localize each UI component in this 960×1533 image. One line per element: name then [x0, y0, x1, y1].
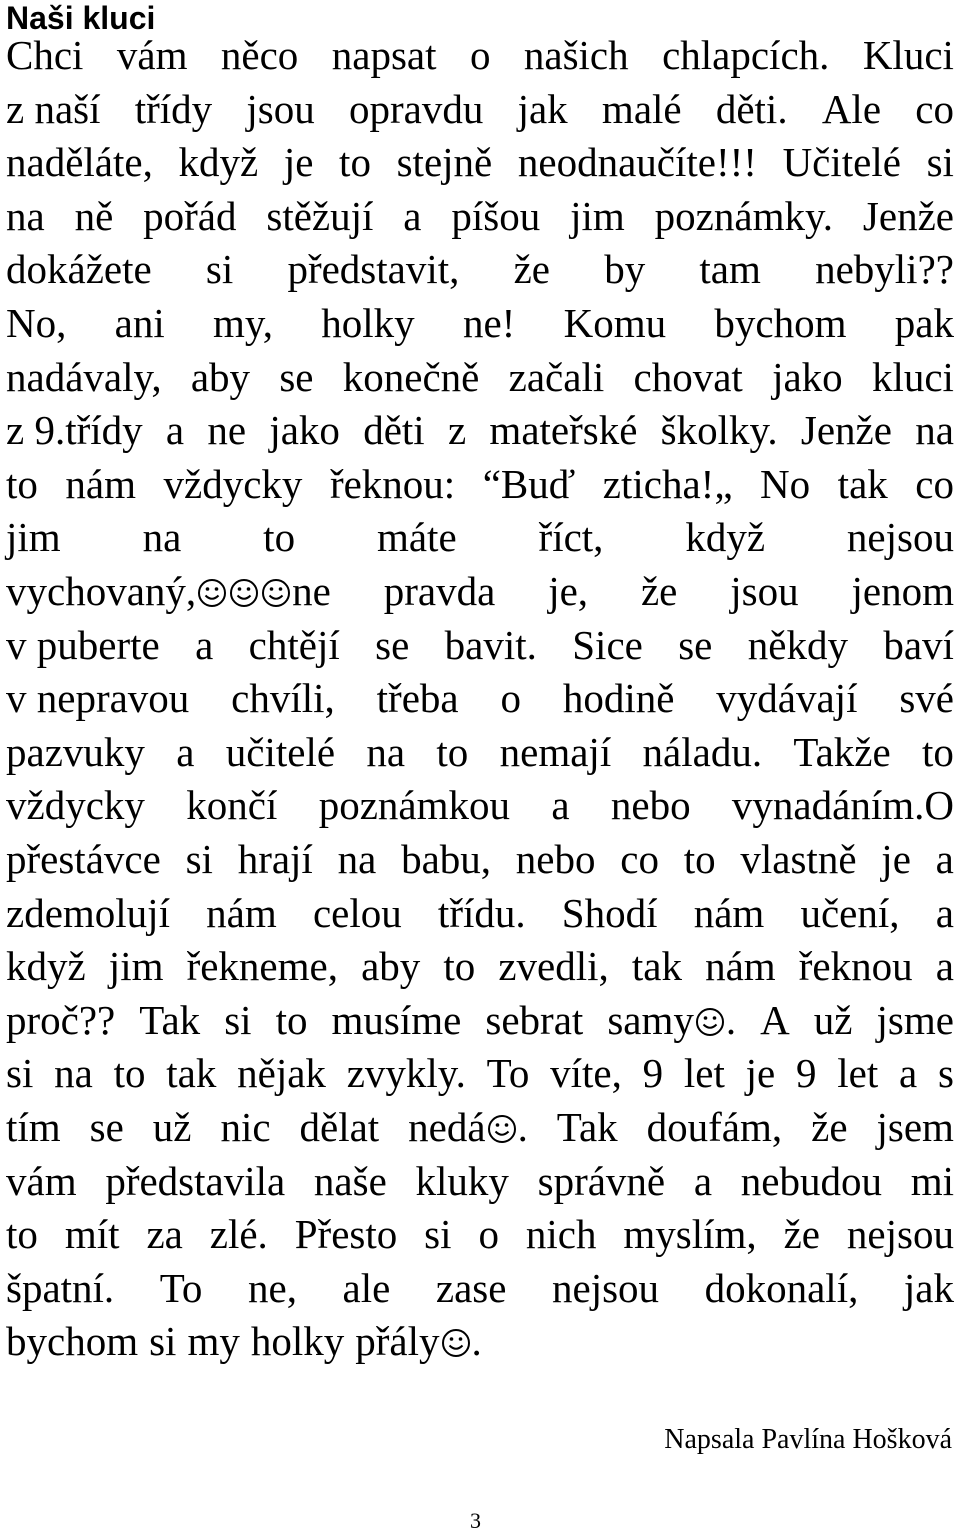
word: třeba	[376, 675, 459, 722]
word: To	[486, 1050, 530, 1097]
word: už	[813, 996, 853, 1043]
word: vám	[6, 1157, 77, 1204]
word: aby	[190, 353, 251, 400]
text-line	[6, 1263, 954, 1313]
word: myslím,	[623, 1211, 757, 1258]
word: nějak	[237, 1050, 326, 1097]
text-line	[6, 673, 954, 723]
word: je	[881, 836, 911, 882]
text-line	[6, 405, 954, 455]
word: si	[205, 246, 234, 293]
word: že	[640, 568, 678, 614]
word: Jenže	[800, 407, 892, 454]
word: je	[745, 1050, 776, 1097]
word: nebo	[610, 782, 691, 829]
word: “Buď	[482, 460, 576, 507]
word: holky	[321, 300, 415, 346]
word: bychom	[6, 1318, 139, 1365]
word: pak	[894, 300, 954, 346]
word: babu,	[401, 836, 492, 882]
word: zticha!„	[602, 460, 733, 507]
word: a	[898, 1050, 918, 1097]
word: nám	[65, 460, 137, 507]
word: co	[915, 460, 954, 507]
word: si	[424, 1211, 452, 1258]
word: a	[551, 782, 570, 829]
text-line	[6, 459, 954, 509]
word: se	[279, 353, 314, 400]
smiley-face-icon	[261, 578, 291, 608]
word: si	[224, 996, 252, 1043]
word: napsat	[331, 32, 437, 78]
text-line	[6, 1209, 954, 1259]
word: že	[811, 1104, 848, 1150]
word: někdy	[747, 621, 848, 668]
word: aby	[361, 943, 421, 990]
word: malé	[601, 85, 682, 132]
word: špatní.	[6, 1264, 115, 1311]
word: jsem	[876, 1104, 954, 1150]
word: chtějí	[248, 621, 340, 668]
text-line	[6, 84, 954, 134]
word: poznámky.	[654, 192, 834, 239]
word: konečně	[342, 353, 480, 400]
word: jim	[108, 943, 164, 990]
text-line	[6, 1102, 954, 1152]
word: 9	[642, 1050, 664, 1097]
document-title: Naši kluci	[6, 0, 156, 36]
word: na	[337, 836, 377, 882]
word: stěžují	[266, 192, 374, 239]
word: a	[935, 943, 954, 990]
word: No	[760, 460, 811, 507]
word: co	[620, 836, 659, 882]
word: stejně	[396, 139, 493, 186]
word: si	[926, 139, 954, 186]
word: začali	[508, 353, 605, 400]
word: ani	[114, 300, 165, 346]
word: v nepravou	[6, 675, 190, 722]
smiley-face-icon	[229, 578, 259, 608]
word: hrají	[237, 836, 313, 882]
word: to	[113, 1050, 146, 1097]
word: poznámkou	[318, 782, 510, 829]
word: školky.	[660, 407, 778, 454]
word: to	[263, 514, 296, 561]
text-line	[6, 941, 954, 991]
word: co	[915, 85, 954, 132]
word: tak	[166, 1050, 217, 1097]
word: když	[178, 139, 259, 186]
word: vynadáním.O	[731, 782, 954, 829]
word: řeknou:	[329, 460, 456, 507]
text-line	[6, 620, 954, 670]
smiley-face-icon	[441, 1328, 471, 1358]
word: to	[339, 139, 371, 186]
text-line	[6, 1316, 954, 1366]
smiley-face-icon	[197, 578, 227, 608]
word: jak	[903, 1264, 954, 1311]
word: víte,	[550, 1050, 622, 1097]
word: končí	[186, 782, 278, 829]
word: a	[693, 1157, 713, 1204]
word: z	[447, 407, 467, 454]
word: dokonalí,	[704, 1264, 859, 1311]
word: se	[89, 1104, 124, 1150]
word: píšou	[451, 192, 541, 239]
word: ně	[74, 192, 114, 239]
word: bychom	[714, 300, 847, 346]
word: jak	[517, 85, 568, 132]
text-line	[6, 1156, 954, 1206]
word: si	[6, 1050, 34, 1097]
word: Učitelé	[782, 139, 901, 186]
word: nich	[525, 1211, 597, 1258]
word: děti.	[715, 85, 788, 132]
word: tam	[699, 246, 761, 293]
word: No,	[6, 300, 67, 346]
word: na	[142, 514, 182, 561]
page-number: 3	[470, 1508, 481, 1533]
text-line	[6, 834, 954, 884]
word: děti	[363, 407, 425, 454]
word: Shodí	[561, 889, 658, 936]
word: chlapcích.	[662, 32, 830, 78]
word: naše	[313, 1157, 387, 1204]
word: přestávce	[6, 836, 161, 882]
word: vždycky	[6, 782, 145, 829]
word: nám	[206, 889, 277, 936]
word: Komu	[563, 300, 667, 346]
word: Takže	[793, 728, 891, 775]
word: a	[935, 889, 954, 936]
word: na	[915, 407, 954, 454]
word: my,	[213, 300, 273, 346]
word: nejsou	[552, 1264, 660, 1311]
smiley-face-icon	[695, 1007, 725, 1037]
word: za	[146, 1211, 183, 1258]
word: zlé.	[209, 1211, 268, 1258]
word: říct,	[538, 514, 604, 561]
word: vždycky	[163, 460, 303, 507]
word: jsou	[246, 85, 315, 132]
word: když	[685, 514, 766, 561]
word: to	[443, 943, 476, 990]
word: vám	[116, 32, 188, 78]
word: Přesto	[294, 1211, 398, 1258]
word: představila	[105, 1157, 286, 1204]
word: už	[152, 1104, 192, 1150]
word: musíme	[331, 996, 462, 1043]
text-line	[6, 298, 954, 348]
word: tak	[837, 460, 888, 507]
word: zvykly.	[346, 1050, 466, 1097]
word: jako	[269, 407, 340, 454]
word: jsou	[730, 568, 799, 614]
word: nebudou	[740, 1157, 882, 1204]
word: celou	[312, 889, 402, 936]
word: o	[478, 1211, 499, 1258]
word: přály .	[355, 1318, 482, 1365]
word: Kluci	[862, 32, 954, 78]
word: ale	[342, 1264, 391, 1311]
word: něco	[220, 32, 299, 78]
word: své	[899, 675, 954, 722]
word: pořád	[143, 192, 237, 239]
text-line	[6, 137, 954, 187]
word: chovat	[633, 353, 743, 400]
word: a	[403, 192, 422, 239]
word: nejsou	[846, 1211, 954, 1258]
word: z naší	[6, 85, 101, 132]
word: v puberte	[6, 621, 160, 668]
word: tak	[631, 943, 682, 990]
word: baví	[883, 621, 954, 668]
word: to	[683, 836, 716, 882]
word: když	[6, 943, 86, 990]
word: ne!	[462, 300, 516, 346]
word: z 9.třídy	[6, 407, 143, 454]
word: náladu.	[642, 728, 763, 775]
word: na	[366, 728, 406, 775]
word: ne,	[248, 1264, 297, 1311]
word: to	[275, 996, 308, 1043]
word: nemají	[499, 728, 612, 775]
word: hodině	[562, 675, 675, 722]
word: třídy	[134, 85, 213, 132]
word: jako	[772, 353, 843, 400]
text-line	[6, 244, 954, 294]
word: jsme	[876, 996, 954, 1043]
word: nadávaly,	[6, 353, 162, 400]
word: vychovaný, ne	[6, 568, 331, 614]
text-line	[6, 191, 954, 241]
word: si	[185, 836, 213, 882]
word: Chci	[6, 32, 84, 78]
word: na	[54, 1050, 93, 1097]
word: nám	[693, 889, 765, 936]
word: Sice	[572, 621, 643, 668]
word: Tak	[139, 996, 201, 1043]
word: to	[6, 460, 38, 507]
text-line	[6, 995, 954, 1045]
word: se	[678, 621, 713, 668]
word: ne	[207, 407, 247, 454]
word: že	[513, 246, 550, 293]
word: naděláte,	[6, 139, 153, 186]
word: let	[683, 1050, 725, 1097]
word: pazvuky	[6, 728, 145, 775]
author-signature: Napsala Pavlína Hošková	[664, 1424, 952, 1455]
word: tím	[6, 1104, 61, 1150]
word: zase	[435, 1264, 507, 1311]
word: let	[837, 1050, 879, 1097]
word: a	[176, 728, 195, 775]
word: samy .	[607, 996, 737, 1043]
text-line	[6, 1048, 954, 1098]
word: řeknou	[798, 943, 913, 990]
word: učení,	[800, 889, 900, 936]
word: opravdu	[349, 85, 484, 132]
word: sebrat	[485, 996, 584, 1043]
text-line	[6, 780, 954, 830]
word: 9	[795, 1050, 817, 1097]
word: doufám,	[646, 1104, 783, 1150]
text-line	[6, 30, 954, 80]
word: nebyli??	[815, 246, 954, 293]
word: nám	[705, 943, 776, 990]
word: a	[165, 407, 185, 454]
word: mi	[910, 1157, 954, 1204]
word: se	[375, 621, 410, 668]
word: mateřské	[489, 407, 638, 454]
word: našich	[523, 32, 629, 78]
smiley-face-icon	[487, 1114, 517, 1144]
word: je	[283, 139, 314, 186]
word: nebo	[515, 836, 596, 882]
word: správně	[537, 1157, 666, 1204]
word: Ale	[821, 85, 882, 132]
word: máte	[376, 514, 457, 561]
word: by	[604, 246, 646, 293]
word: pravda	[383, 568, 496, 614]
word: nic	[220, 1104, 271, 1150]
word: to	[436, 728, 469, 775]
word: vlastně	[740, 836, 857, 882]
word: si	[149, 1318, 177, 1365]
text-line	[6, 888, 954, 938]
word: učitelé	[225, 728, 336, 775]
text-line	[6, 566, 954, 616]
word: to	[922, 728, 954, 775]
word: nejsou	[846, 514, 954, 561]
word: řekneme,	[186, 943, 338, 990]
word: nedá .	[408, 1104, 528, 1150]
word: kluci	[871, 353, 954, 400]
word: my	[187, 1318, 240, 1365]
word: proč??	[6, 996, 116, 1043]
word: a	[195, 621, 214, 668]
word: kluky	[415, 1157, 509, 1204]
text-line	[6, 352, 954, 402]
word: holky	[250, 1318, 345, 1365]
word: dokážete	[6, 246, 152, 293]
word: mít	[64, 1211, 120, 1258]
word: že	[783, 1211, 820, 1258]
word: zvedli,	[498, 943, 609, 990]
word: a	[935, 836, 954, 882]
word: zdemolují	[6, 889, 170, 936]
word: A	[760, 996, 790, 1043]
word: s	[937, 1050, 954, 1097]
text-line	[6, 727, 954, 777]
word: na	[6, 192, 45, 239]
word: je,	[548, 568, 589, 614]
word: představit,	[287, 246, 460, 293]
word: o	[469, 32, 491, 78]
word: jim	[570, 192, 625, 239]
word: bavit.	[444, 621, 537, 668]
word: dělat	[299, 1104, 380, 1150]
word: o	[500, 675, 521, 722]
word: chvíli,	[231, 675, 335, 722]
word: neodnaučíte!!!	[517, 139, 757, 186]
word: jenom	[851, 568, 954, 614]
text-line	[6, 512, 954, 562]
word: vydávají	[716, 675, 858, 722]
word: Jenže	[862, 192, 954, 239]
word: jim	[6, 514, 61, 561]
word: Tak	[556, 1104, 618, 1150]
word: To	[159, 1264, 203, 1311]
word: třídu.	[437, 889, 526, 936]
word: to	[6, 1211, 38, 1258]
